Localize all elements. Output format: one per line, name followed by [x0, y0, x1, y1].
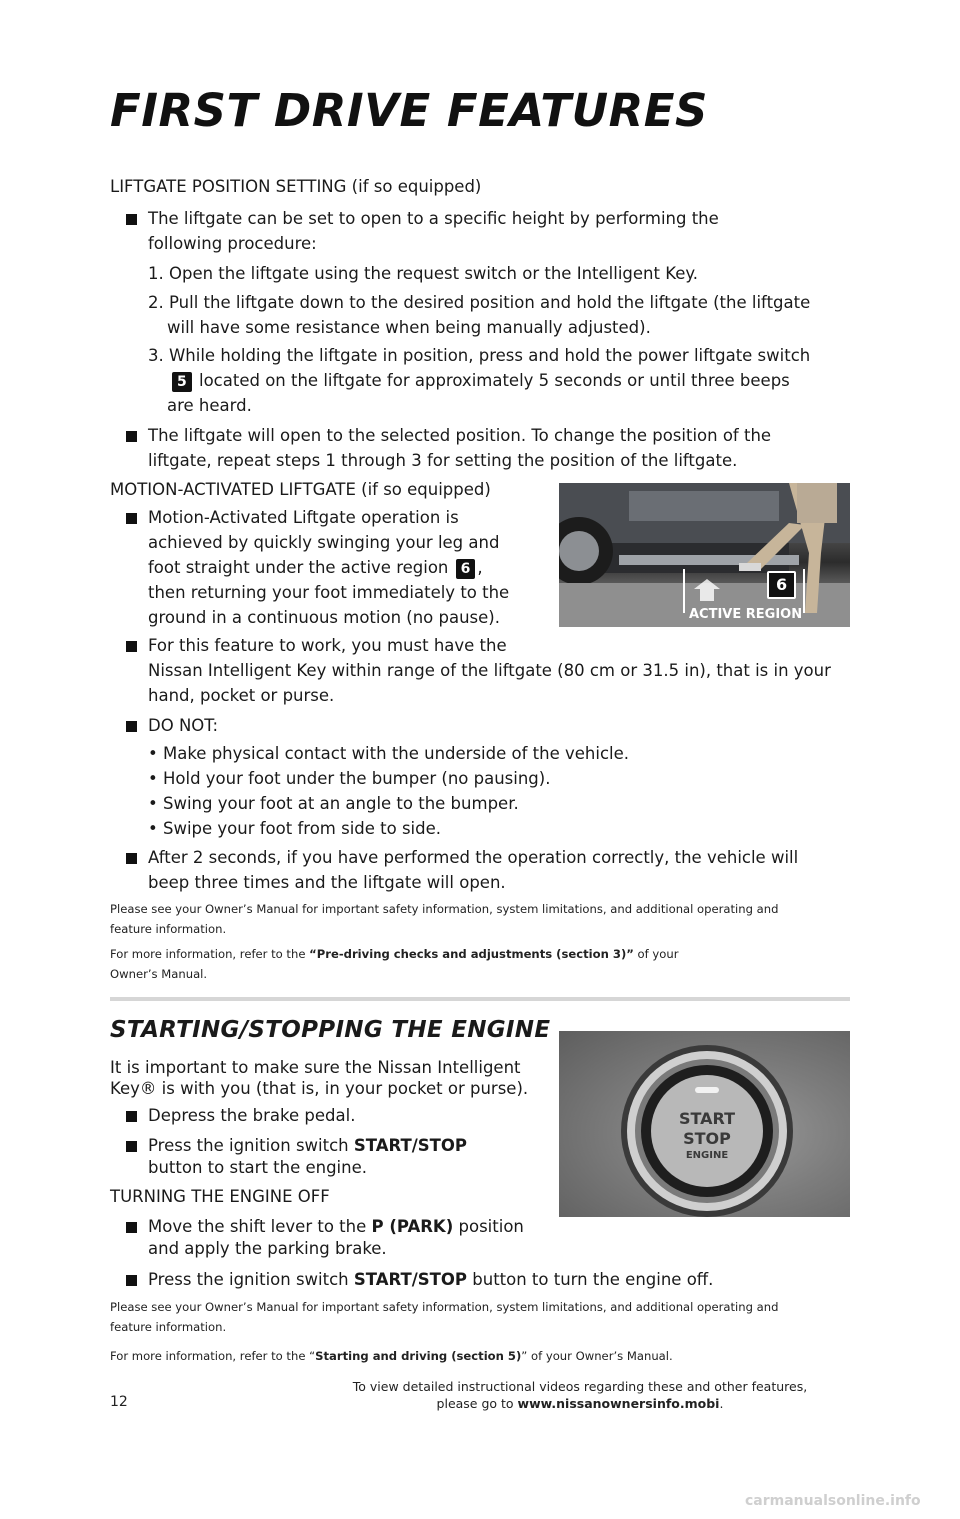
- button-label: [669, 1109, 745, 1163]
- active-region-label: ACTIVE REGION: [689, 607, 803, 622]
- list-item-continued: beep three times and the liftgate will open.: [148, 873, 506, 892]
- button-engine-text: ENGINE: [685, 1150, 729, 1161]
- donot-item: • Make physical contact with the underside of the vehicle.: [148, 744, 629, 763]
- list-item-continued: following procedure:: [148, 234, 317, 253]
- ref-section: “Pre-driving checks and adjustments (section 3)”: [309, 947, 634, 961]
- list-item: Depress the brake pedal.: [148, 1103, 355, 1128]
- step-1: 1. Open the liftgate using the request switch or the Intelligent Key.: [148, 264, 699, 283]
- step-3-end: are heard.: [167, 396, 252, 415]
- list-item-continued: achieved by quickly swinging your leg and: [148, 533, 500, 552]
- text: Move the shift lever to the: [148, 1217, 372, 1236]
- footer-prefix: please go to: [436, 1396, 518, 1411]
- footer-line-1: To view detailed instructional videos regarding these and other features,: [352, 1379, 808, 1394]
- footer-line-2: [320, 1395, 840, 1412]
- callout-badge-5: 5: [172, 372, 192, 392]
- safety-note-continued: feature information.: [110, 1320, 227, 1334]
- text: button to turn the engine off.: [467, 1270, 714, 1289]
- ref-prefix: For more information, refer to the: [110, 947, 310, 961]
- photo-callout-6: 6: [767, 571, 796, 599]
- page-number: 12: [110, 1394, 128, 1410]
- button-start-text: START: [678, 1109, 736, 1128]
- comma: ,: [477, 558, 483, 577]
- donot-item: • Swing your foot at an angle to the bumper.: [148, 794, 519, 813]
- list-item-continued: [148, 555, 483, 580]
- engine-off-heading: TURNING THE ENGINE OFF: [110, 1187, 330, 1206]
- start-stop-label: START/STOP: [353, 1270, 468, 1289]
- safety-note: Please see your Owner’s Manual for important safety information, system limitations, and additional operating and: [110, 902, 779, 916]
- park-label: P (PARK): [371, 1217, 454, 1236]
- liftgate-position-heading: LIFTGATE POSITION SETTING (if so equipped): [110, 177, 482, 196]
- section-divider: [110, 997, 850, 1001]
- text: Press the ignition switch: [148, 1270, 354, 1289]
- list-item-continued: then returning your foot immediately to the: [148, 583, 510, 602]
- engine-intro: It is important to make sure the Nissan Intelligent: [110, 1058, 521, 1077]
- active-region-text: foot straight under the active region: [148, 558, 449, 577]
- vehicle-rear-illustration: [559, 483, 850, 627]
- list-item: The liftgate can be set to open to a specific height by performing the: [148, 206, 719, 231]
- text: position: [453, 1217, 524, 1236]
- ref-suffix: ” of your Owner’s Manual.: [521, 1349, 673, 1363]
- start-stop-photo: [559, 1031, 850, 1217]
- safety-note: Please see your Owner’s Manual for important safety information, system limitations, and additional operating and: [110, 1300, 779, 1314]
- safety-note-continued: feature information.: [110, 922, 227, 936]
- ref-prefix: For more information, refer to the “: [110, 1349, 316, 1363]
- step-2-continued: will have some resistance when being manually adjusted).: [167, 318, 651, 337]
- list-item: DO NOT:: [148, 713, 218, 738]
- footer-link[interactable]: www.nissanownersinfo.mobi: [517, 1396, 720, 1411]
- step-3-continued: [170, 368, 790, 393]
- donot-item: • Swipe your foot from side to side.: [148, 819, 442, 838]
- engine-intro-continued: Key® is with you (that is, in your pocket or purse).: [110, 1079, 529, 1098]
- manual-reference: [110, 943, 679, 965]
- step-3-text: located on the liftgate for approximately 5 seconds or until three beeps: [199, 371, 790, 390]
- watermark: carmanualsonline.info: [745, 1493, 921, 1509]
- list-item-continued: hand, pocket or purse.: [148, 686, 335, 705]
- footer-suffix: .: [719, 1396, 724, 1411]
- list-item: [148, 1267, 713, 1292]
- start-stop-label: START/STOP: [353, 1136, 468, 1155]
- engine-section-title: STARTING/STOPPING THE ENGINE: [110, 1017, 551, 1043]
- liftgate-photo: [559, 483, 850, 627]
- list-item: For this feature to work, you must have the: [148, 633, 507, 658]
- ref-section: Starting and driving (section 5): [315, 1349, 522, 1363]
- list-item-continued: ground in a continuous motion (no pause).: [148, 608, 500, 627]
- list-item-continued: liftgate, repeat steps 1 through 3 for setting the position of the liftgate.: [148, 451, 738, 470]
- ref-suffix: of your: [633, 947, 679, 961]
- list-item-continued: Nissan Intelligent Key within range of the liftgate (80 cm or 31.5 in), that is in your: [148, 661, 831, 680]
- step-3: 3. While holding the liftgate in position, press and hold the power liftgate switch: [148, 346, 811, 365]
- list-item: The liftgate will open to the selected position. To change the position of the: [148, 423, 771, 448]
- list-item: After 2 seconds, if you have performed the operation correctly, the vehicle will: [148, 845, 798, 870]
- page-title: FIRST DRIVE FEATURES: [110, 84, 708, 137]
- manual-reference: [110, 1345, 673, 1367]
- step-2: 2. Pull the liftgate down to the desired position and hold the liftgate (the liftgate: [148, 293, 811, 312]
- motion-liftgate-heading: MOTION-ACTIVATED LIFTGATE (if so equipped): [110, 480, 491, 499]
- list-item: Motion-Activated Liftgate operation is: [148, 505, 459, 530]
- callout-badge-6: 6: [456, 559, 476, 579]
- text: Press the ignition switch: [148, 1136, 354, 1155]
- footer-text: [320, 1378, 840, 1412]
- button-stop-text: STOP: [683, 1129, 731, 1148]
- donot-item: • Hold your foot under the bumper (no pausing).: [148, 769, 551, 788]
- manual-reference-continued: Owner’s Manual.: [110, 967, 208, 981]
- list-item-continued: button to start the engine.: [148, 1158, 367, 1177]
- list-item-continued: and apply the parking brake.: [148, 1239, 387, 1258]
